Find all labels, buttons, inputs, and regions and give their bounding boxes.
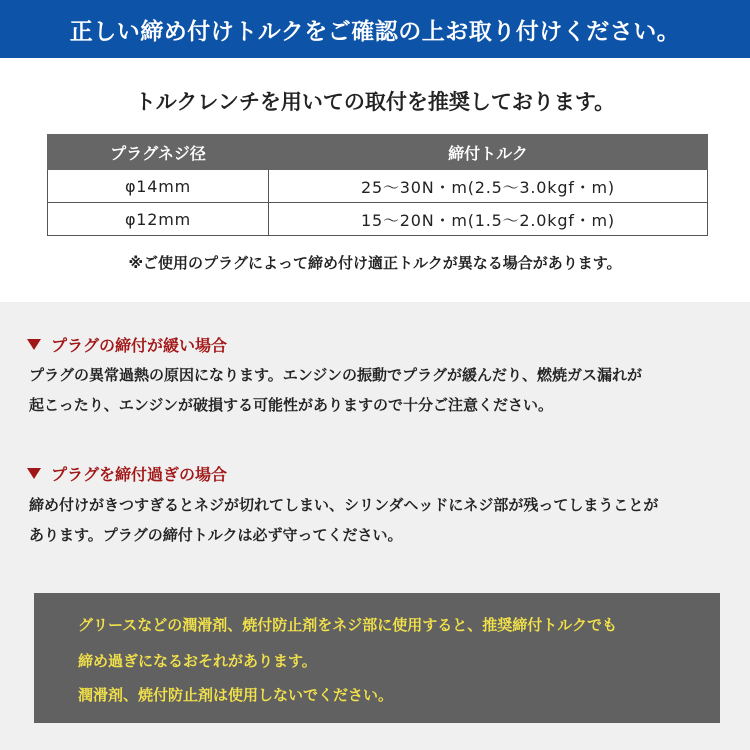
table-row bbox=[48, 203, 708, 236]
banner-text: 正しい締め付けトルクをご確認の上お取り付けください。 bbox=[69, 18, 681, 45]
title-banner bbox=[0, 0, 750, 58]
table-header-torque: 締付トルク bbox=[269, 135, 708, 170]
warning-line: グリースなどの潤滑剤、焼付防止剤をネジ部に使用すると、推奨締付トルクでも bbox=[78, 616, 617, 634]
paragraph-line: プラグの異常過熱の原因になります。エンジンの振動でプラグが緩んだり、燃焼ガス漏れが bbox=[29, 366, 643, 384]
loose-heading bbox=[27, 333, 227, 356]
overtight-heading bbox=[27, 462, 227, 485]
table-cell-torque: 15〜20N・m(1.5〜2.0kgf・m) bbox=[269, 203, 708, 236]
torque-table bbox=[47, 134, 708, 236]
overtight-heading-text: プラグを締付過ぎの場合 bbox=[51, 465, 228, 484]
loose-paragraph bbox=[29, 360, 729, 420]
table-cell-diameter: φ12mm bbox=[48, 203, 269, 236]
table-cell-torque: 25〜30N・m(2.5〜3.0kgf・m) bbox=[269, 170, 708, 203]
warning-line: 締め過ぎになるおそれがあります。 bbox=[78, 652, 317, 670]
overtight-paragraph bbox=[29, 490, 729, 550]
loose-heading-text: プラグの締付が緩い場合 bbox=[51, 336, 228, 355]
table-header-row bbox=[48, 135, 708, 170]
paragraph-line: あります。プラグの締付トルクは必ず守ってください。 bbox=[29, 526, 403, 544]
torque-note: ※ご使用のプラグによって締め付け適正トルクが異なる場合があります。 bbox=[128, 254, 622, 272]
table-header-thread-diameter: プラグネジ径 bbox=[48, 135, 269, 170]
table-cell-diameter: φ14mm bbox=[48, 170, 269, 203]
warning-line: 潤滑剤、焼付防止剤は使用しないでください。 bbox=[78, 686, 394, 704]
table-row bbox=[48, 170, 708, 203]
triangle-down-icon bbox=[27, 339, 41, 350]
triangle-down-icon bbox=[27, 468, 41, 479]
paragraph-line: 締め付けがきつすぎるとネジが切れてしまい、シリンダヘッドにネジ部が残ってしまうことが bbox=[29, 496, 659, 514]
subtitle: トルクレンチを用いての取付を推奨しております。 bbox=[134, 90, 616, 114]
paragraph-line: 起こったり、エンジンが破損する可能性がありますので十分ご注意ください。 bbox=[29, 396, 553, 414]
